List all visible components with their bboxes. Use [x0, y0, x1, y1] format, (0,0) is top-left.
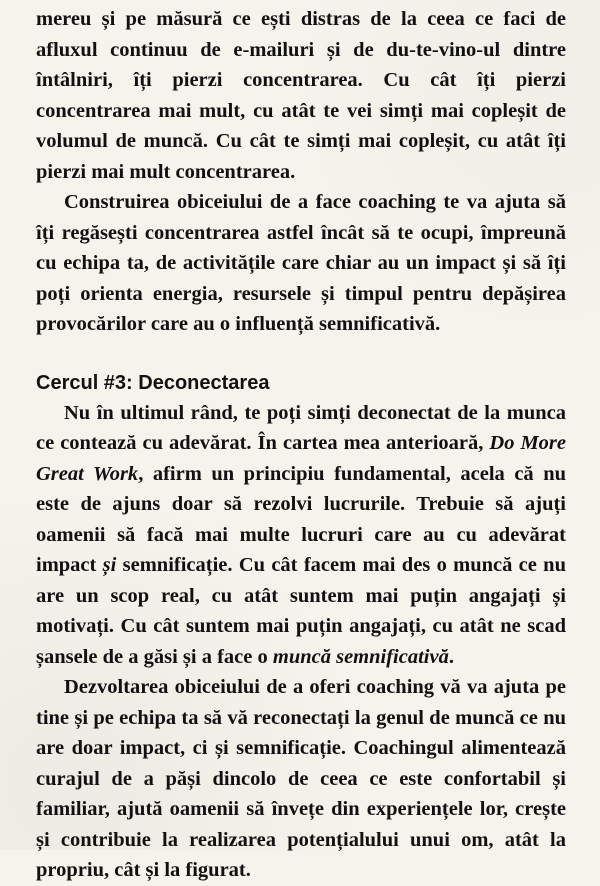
emphasis-si: și [102, 554, 117, 576]
emphasis-meaningful-work: muncă semnificativă [272, 645, 449, 668]
book-title: Do More Great Work [36, 432, 567, 485]
paragraph-2: Construirea obiceiului de a face coaching te va ajuta să îți regăsești concentrarea astfel încât să te ocupi, împreună cu echipa ta, de activitățile care chiar au un impact și să îți poți orienta energia, resursele și timpul pentru depășirea provocărilor care au o influență semnificativă. [36, 191, 566, 335]
paragraph-3-part-1: Nu în ultimul rând, te poți simți deconectat de la munca ce contează cu adevărat. În cartea mea anterioară, [36, 401, 566, 454]
paragraph-1: mereu și pe măsură ce ești distras de la ceea ce faci de afluxul continuu de e-mailuri și de du-te-vino-ul dintre întâlniri, îți pierzi concentrarea. Cu cât îți pierzi concentrarea mai mult, cu atât te vei simți mai copleșit de volumul de muncă. Cu cât te simți mai copleșit, cu atât îți pierzi mai mult concentrarea. [36, 8, 566, 183]
paragraph-3 [36, 398, 566, 673]
page-content [36, 4, 566, 886]
paragraph-4: Dezvoltarea obiceiului de a oferi coaching vă va ajuta pe tine și pe echipa ta să vă reconectați la genul de muncă ce nu are doar impact, ci și semnificație. Coachingul alimentează curajul de a păși dincolo de ceea ce este confortabil și familiar, ajută oamenii să învețe din experiențele lor, crește și contribuie la realizarea potențialului unui om, atât la propriu, cât și la figurat. [36, 676, 566, 881]
paragraph-3-part-4: . [448, 645, 454, 668]
paragraph-3-part-3: semnificație. Cu cât facem mai des o muncă ce nu are un scop real, cu atât suntem mai puțin angajați și motivați. Cu cât suntem mai puțin angajați, cu atât ne scad șansele de a găsi și a face o [36, 554, 566, 668]
section-heading: Cercul #3: Deconectarea [36, 371, 270, 394]
paragraph-3-part-2: , afirm un principiu fundamental, acela că nu este de ajuns doar să rezolvi lucrurile. Trebuie să ajuți oamenii să facă mai multe lucruri care au cu adevărat impact [36, 462, 567, 576]
